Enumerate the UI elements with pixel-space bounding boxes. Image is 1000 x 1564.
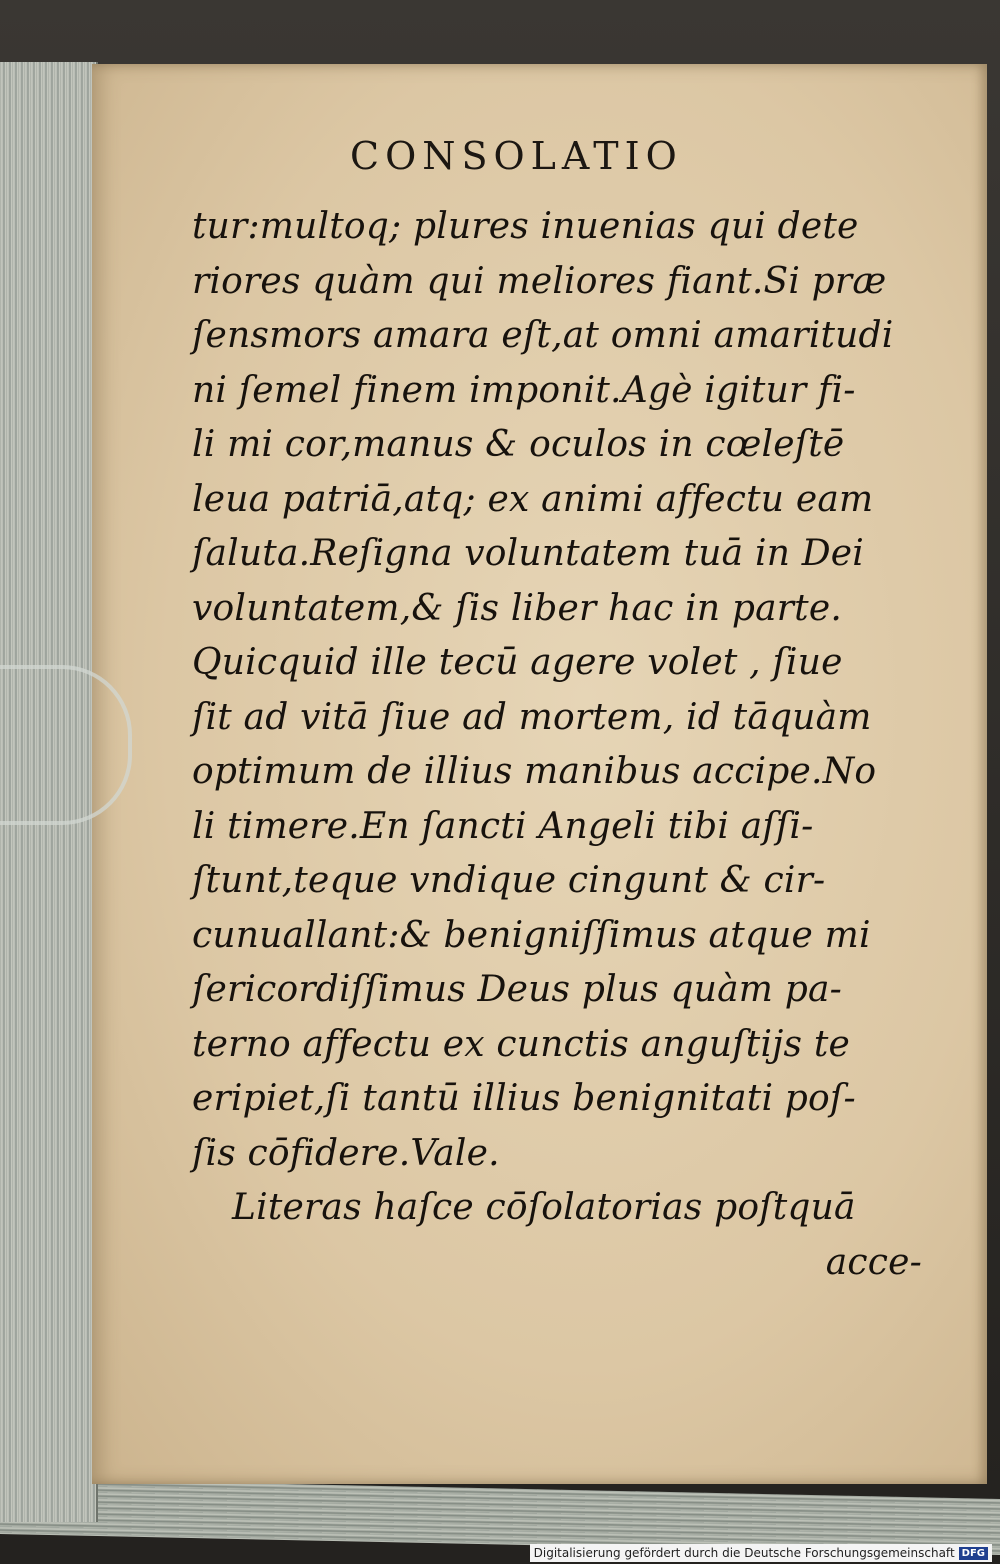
catchword: acce-: [825, 1241, 922, 1283]
text-line: ſtunt,teque vndique cingunt & cir-: [192, 860, 826, 901]
text-line: cunuallant:& benigniſſimus atque mi: [192, 914, 871, 956]
text-line: li timere.En ſancti Angeli tibi aſſi-: [192, 805, 814, 847]
text-line: ſaluta.Reſigna voluntatem tuā in Dei: [192, 533, 865, 574]
digitization-credit: [530, 1544, 992, 1562]
text-line: li mi cor,manus & oculos in cœleſtē: [192, 424, 845, 465]
text-line: ſericordiſſimus Deus plus quàm pa-: [192, 969, 843, 1010]
page-text: [192, 200, 932, 1290]
text-line: ſensmors amara eſt,at omni amaritudi: [192, 315, 894, 356]
text-line: eripiet,ſi tantū illius benignitati poſ-: [192, 1078, 856, 1119]
text-line: voluntatem,& ſis liber hac in parte.: [192, 587, 842, 629]
text-line: ſit ad vitā ſiue ad mortem, id tāquàm: [192, 696, 872, 738]
text-line: terno affectu ex cunctis anguſtijs te: [192, 1023, 851, 1065]
text-line: optimum de illius manibus accipe.No: [192, 751, 877, 792]
text-line: leua patriā,atq; ex animi affectu eam: [192, 478, 874, 520]
text-line: Quicquid ille tecū agere volet , ſiue: [192, 642, 843, 683]
text-line: Literas haſce cōſolatorias poſtquā: [232, 1187, 856, 1228]
dfg-logo: DFG: [959, 1547, 988, 1560]
text-line: ni ſemel finem imponit.Agè igitur fi-: [192, 369, 856, 411]
text-line: tur:multoq; plures inuenias qui dete: [192, 206, 859, 247]
text-line: riores quàm qui meliores fiant.Si præ: [192, 260, 887, 302]
text-line: ſis cōfidere.Vale.: [192, 1132, 500, 1174]
page-clip: [0, 665, 132, 825]
credit-text: Digitalisierung gefördert durch die Deutsche Forschungsgemeinschaft: [533, 1546, 955, 1560]
running-title: CONSOLATIO: [350, 134, 683, 178]
